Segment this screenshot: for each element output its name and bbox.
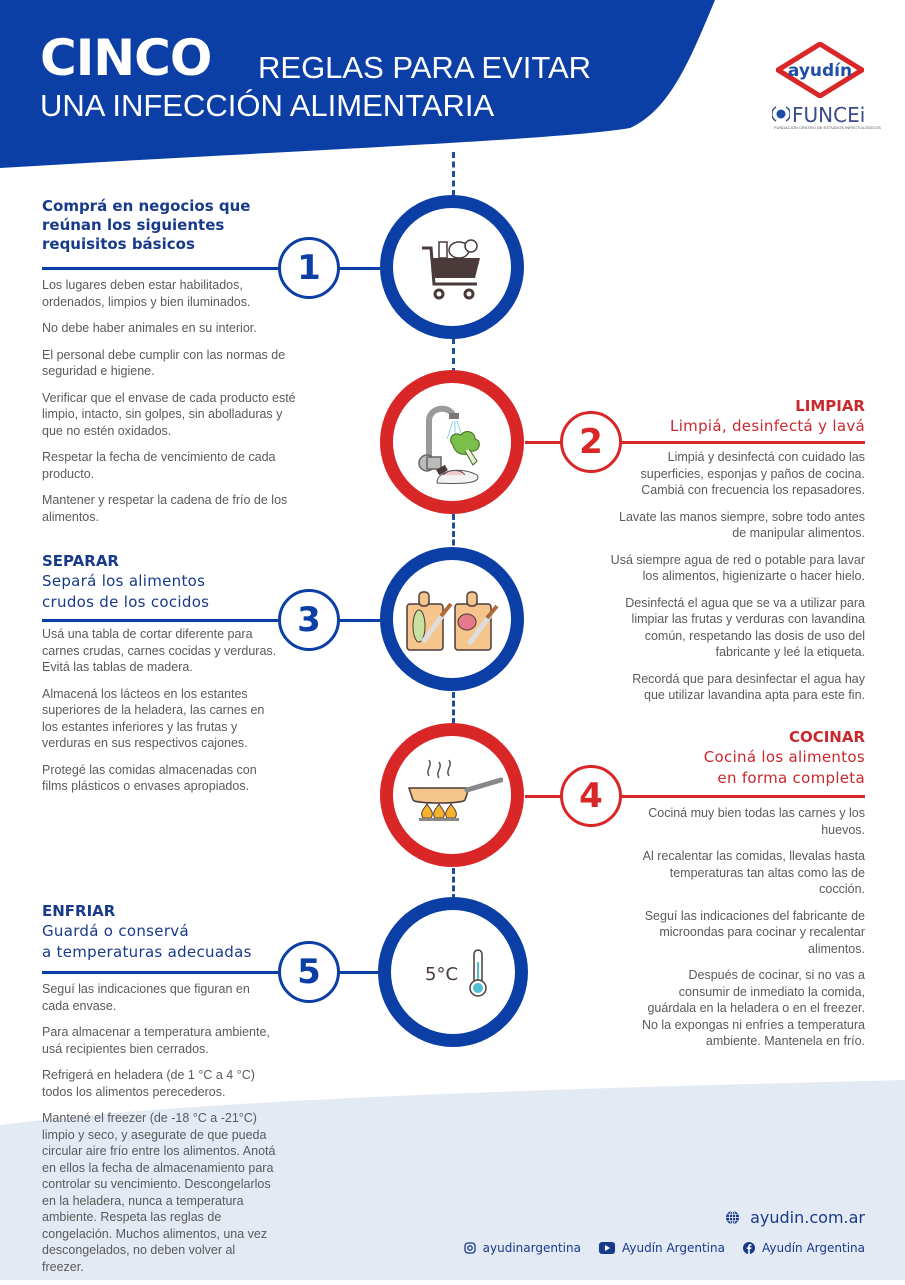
connector-line	[452, 692, 455, 724]
connector-line	[452, 338, 455, 374]
rule-1-subtitle-line: reúnan los siguientes	[42, 216, 225, 234]
facebook-icon	[743, 1242, 755, 1254]
ayudin-logo	[776, 42, 864, 98]
rule-3-header	[42, 552, 302, 613]
rule-5-paragraph: Mantené el freezer (de -18 °C a -21°C) limpio y seco, y asegurate de que pueda circular aire frío entre los alimentos. Anotá en ellos la fecha de almacenamiento para controlar su vencimiento. Descongelarlos en la heladera, nunca a temperatura ambiente. Respeta las reglas de congelación. Muchos alimentos, una vez descongelados, no deben volver al freezer.	[42, 1111, 276, 1274]
instagram-link[interactable]	[464, 1241, 581, 1255]
rule-3-number: 3	[278, 589, 340, 651]
rule-3-paragraph: Almacená los lácteos en los estantes superiores de la heladera, las carnes en los estantes inferiores y las frutas y verduras en sus respectivos cajones.	[42, 686, 265, 750]
shopping-cart-icon	[417, 232, 489, 304]
rule-1-paragraph: Respetar la fecha de vencimiento de cada producto.	[42, 450, 276, 481]
title-line-1: REGLAS PARA EVITAR	[258, 50, 592, 85]
rule-2-icon-circle	[380, 370, 524, 514]
rule-3-subtitle-line: crudos de los cocidos	[42, 593, 210, 611]
instagram-icon	[464, 1242, 476, 1254]
youtube-link[interactable]	[599, 1241, 725, 1255]
rule-4-paragraph: Seguí las indicaciones del fabricante de microondas para cocinar y recalentar alimentos.	[644, 908, 865, 956]
frying-pan-icon	[407, 758, 503, 830]
rule-1-paragraph: Mantener y respetar la cadena de frío de los alimentos.	[42, 493, 288, 524]
rule-1-subtitle-line: requisitos básicos	[42, 235, 195, 253]
rule-1-icon-circle	[380, 195, 524, 339]
rule-2-paragraph: Limpiá y desinfectá con cuidado las superficies, esponjas y paños de cocina. Cambiá con frecuencia los repasadores.	[640, 450, 865, 497]
rule-2-paragraph: Recordá que para desinfectar el agua hay que utilizar lavandina apta para este fin.	[632, 671, 865, 702]
rule-1-subtitle-line: Comprá en negocios que	[42, 197, 251, 215]
rule-2-body	[610, 449, 865, 714]
rule-1-header	[42, 197, 302, 254]
facebook-text: Ayudín Argentina	[761, 1241, 865, 1255]
rule-1-paragraph: No debe haber animales en su interior.	[42, 321, 257, 335]
cutting-boards-icon	[405, 590, 501, 652]
rule-5-body	[42, 981, 277, 1285]
rule-2-paragraph: Usá siempre agua de red o potable para lavar los alimentos, higienizarte o hacer hielo.	[610, 552, 865, 583]
rule-4-subtitle-line: Cociná los alimentos	[703, 748, 865, 766]
youtube-text: Ayudín Argentina	[621, 1241, 725, 1255]
website-text: ayudin.com.ar	[750, 1208, 865, 1227]
instagram-text: ayudinargentina	[482, 1241, 581, 1255]
rule-3-paragraph: Usá una tabla de cortar diferente para carnes crudas, carnes cocidas y verduras. Evitá las tablas de madera.	[42, 627, 277, 674]
rule-5-paragraph: Para almacenar a temperatura ambiente, usá recipientes bien cerrados.	[42, 1025, 270, 1056]
rule-3-paragraph: Protegé las comidas almacenadas con films plásticos o envases apropiados.	[42, 762, 257, 793]
rule-2-subtitle-line: Limpiá, desinfectá y lavá	[670, 417, 865, 435]
rule-4-paragraph: Cociná muy bien todas las carnes y los huevos.	[648, 806, 865, 837]
rule-4-heading: COCINAR	[788, 728, 865, 746]
funcei-logo	[772, 103, 881, 131]
rule-2-header	[605, 397, 865, 437]
rule-5-paragraph: Refrigerá en heladera (de 1 °C a 4 °C) todos los alimentos perecederos.	[42, 1068, 255, 1099]
rule-5-icon-circle	[378, 897, 528, 1047]
rule-1-paragraph: El personal debe cumplir con las normas de seguridad e higiene.	[42, 347, 286, 378]
rule-1-paragraph: Los lugares deben estar habilitados, ordenados, limpios y bien iluminados.	[42, 278, 251, 309]
rule-3-icon-circle	[380, 547, 524, 691]
rule-3-body	[42, 626, 282, 805]
rule-5-subtitle-line: Guardá o conservá	[42, 922, 189, 940]
rule-4-number: 4	[560, 765, 622, 827]
title-line-2: UNA INFECCIÓN ALIMENTARIA	[40, 88, 495, 123]
rule-2-paragraph: Lavate las manos siempre, sobre todo antes de manipular alimentos.	[619, 509, 865, 540]
rule-5-heading: ENFRIAR	[42, 902, 116, 920]
rule-3-heading: SEPARAR	[42, 552, 119, 570]
rule-3-subtitle-line: Separá los alimentos	[42, 572, 206, 590]
rule-2-number: 2	[560, 411, 622, 473]
rule-4-subtitle-line: en forma completa	[717, 769, 865, 787]
rule-5-number: 5	[278, 941, 340, 1003]
connector-line	[452, 868, 455, 900]
title-cinco: CINCO	[40, 29, 212, 87]
youtube-icon	[599, 1242, 615, 1254]
rule-4-paragraph: Después de cocinar, si no vas a consumir de inmediato la comida, guárdala en la heladera o en el freezer. No la expongas ni enfríes a temperatura ambiente. Mantenela en frío.	[641, 968, 865, 1048]
rule-1-body	[42, 277, 302, 535]
rule-2-heading: LIMPIAR	[795, 397, 865, 415]
thermometer-icon	[467, 948, 489, 998]
funcei-subtitle: FUNDACIÓN CENTRO DE ESTUDIOS INFECTOLÓGICOS	[774, 125, 881, 130]
faucet-washing-icon	[413, 399, 493, 487]
rule-4-icon-circle	[380, 723, 524, 867]
rule-5-header	[42, 902, 302, 963]
rule-1-paragraph: Verificar que el envase de cada producto esté limpio, intacto, sin golpes, sin abolladuras y que no estén oxidados.	[42, 390, 296, 438]
rule-2-paragraph: Desinfectá el agua que se va a utilizar para limpiar las frutas y verduras con lavandina común, respetando las dosis de uso del fabricante y leé la etiqueta.	[625, 595, 865, 659]
rule-1-number: 1	[278, 237, 340, 299]
facebook-link[interactable]	[743, 1241, 865, 1255]
rule-4-header	[605, 728, 865, 789]
funcei-name: FUNCEi	[792, 103, 866, 127]
connector-line	[452, 152, 455, 196]
globe-icon	[725, 1210, 740, 1225]
rule-4-body	[640, 805, 865, 1060]
rule-5-subtitle-line: a temperaturas adecuadas	[42, 943, 252, 961]
rule-5-paragraph: Seguí las indicaciones que figuran en cada envase.	[42, 982, 250, 1013]
social-links	[464, 1241, 865, 1255]
rule-4-paragraph: Al recalentar las comidas, llevalas hasta temperaturas tan altas como las de cocción.	[642, 849, 865, 896]
svg-text:ayudín: ayudín	[787, 61, 853, 81]
funcei-mark-icon	[772, 105, 790, 123]
temperature-label: 5°C	[425, 964, 459, 985]
website-link[interactable]	[725, 1208, 865, 1227]
